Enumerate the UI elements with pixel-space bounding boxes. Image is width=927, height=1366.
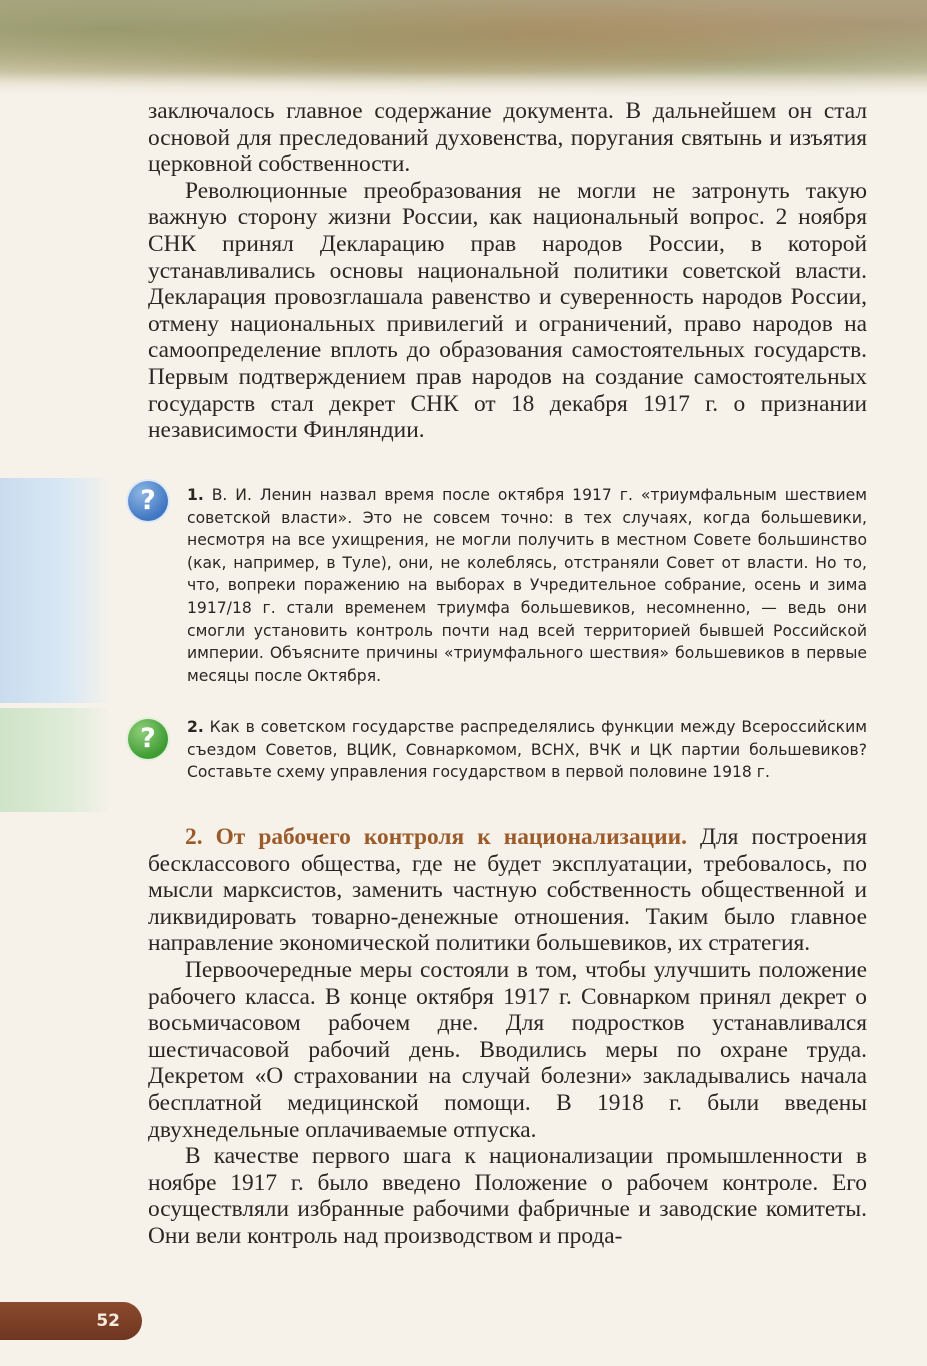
- section-2-paragraph-1-text: Для построения бесклассового общества, где не будет эксплуатации, требовалось, по мысли марксистов, заменить частную собственность общественной и ликвидировать товарно-денежные отношения. Таким было главное направление экономической политики большевиков, их стратегия.: [148, 824, 867, 957]
- question-2: [187, 716, 867, 784]
- section-heading: 2. От рабочего контроля к национализации.: [185, 824, 687, 850]
- question-1: [187, 484, 867, 687]
- paragraph-national-question: Революционные преобразования не могли не затронуть такую важную сторону жизни России, как национальный вопрос. 2 ноября СНК принял Декларацию прав народов России, в которой устанавливались основы национальной политики советской власти. Декларация провозглашала равенство и суверенность народов России, отмену национальных привилегий и ограничений, право народов на самоопределение вплоть до образования самостоятельных государств. Первым подтверждением прав народов на создание самостоятельных государств стал декрет СНК от 18 декабря 1917 г. о признании независимости Финляндии.: [148, 177, 867, 444]
- page-number-tab: [0, 1302, 142, 1340]
- question-mark-icon: ?: [128, 481, 168, 521]
- decorative-header-band: [0, 0, 927, 98]
- paragraph-continuation: заключалось главное содержание документа. В дальнейшем он стал основой для преследований духовенства, поругания святынь и изъятия церковной собственности.: [148, 98, 867, 178]
- main-text-section-2: [148, 824, 867, 1250]
- main-text-top: [148, 98, 867, 444]
- question-mark-icon: ?: [128, 719, 168, 759]
- question-text: Как в советском государстве распределялись функции между Всероссийским съездом Советов, ВЦИК, Совнаркомом, ВСНХ, ВЧК и ЦК партии большевиков? Составьте схему управления государством в первой половине 1918 г.: [187, 718, 867, 782]
- page-number: 52: [96, 1311, 120, 1331]
- question-text: В. И. Ленин назвал время после октября 1917 г. «триумфальным шествием советской власти». Это не совсем точно: в тех случаях, когда большевики, несмотря на все ухищрения, не могли получить в местном Совете большинство (как, например, в Туле), они, не колеблясь, отстраняли Совет от власти. Но то, что, вопреки поражению на выборах в Учредительное собрание, осень и зима 1917/18 г. стали временем триумфа большевиков, несомненно, — ведь они смогли установить контроль почти над всей территорией бывшей Российской империи. Объясните причины «триумфального шествия» большевиков в первые месяцы после Октября.: [187, 486, 867, 685]
- question-number: 1.: [187, 486, 204, 504]
- question-number: 2.: [187, 718, 204, 736]
- section-2-paragraph-3: В качестве первого шага к национализации промышленности в ноябре 1917 г. было введено Положение о рабочем контроле. Его осуществляли избранные рабочими фабричные и заводские комитеты. Они вели контроль над производством и прода-: [148, 1143, 867, 1249]
- section-2-paragraph-2: Первоочередные меры состояли в том, чтобы улучшить положение рабочего класса. В конце октября 1917 г. Совнарком принял декрет о восьмичасовом рабочем дне. Для подростков устанавливался шестичасовой рабочий день. Вводились меры по охране труда. Декретом «О страховании на случай болезни» закладывались начала бесплатной медицинской помощи. В 1918 г. были введены двухнедельные оплачиваемые отпуска.: [148, 956, 867, 1143]
- question-margin-band-blue: [0, 478, 112, 703]
- question-margin-band-green: [0, 708, 112, 812]
- section-2-paragraph-1: [148, 824, 867, 957]
